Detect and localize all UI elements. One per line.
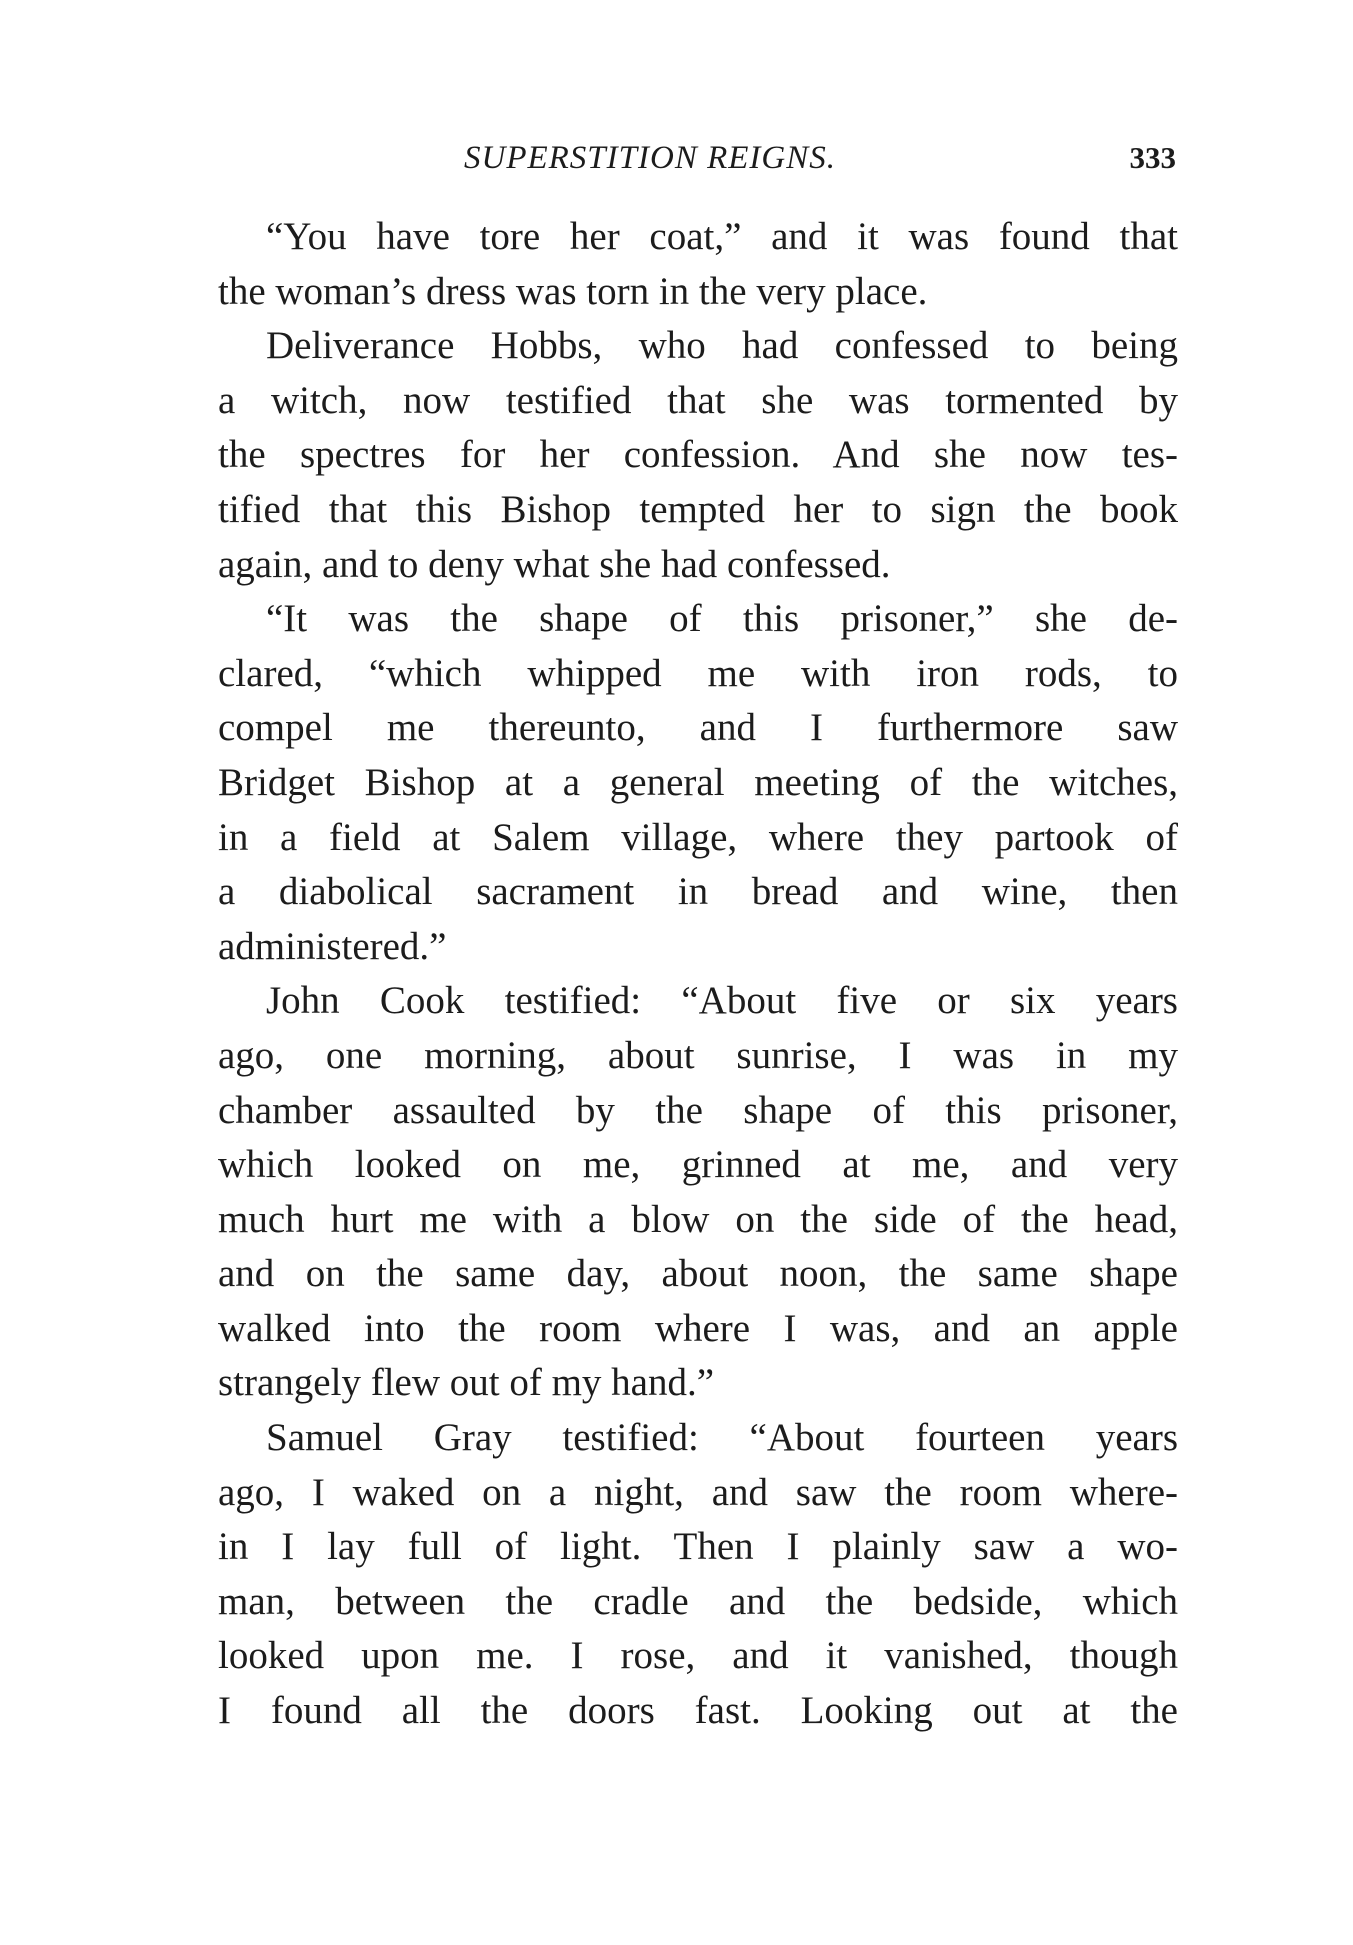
text-line: I found all the doors fast. Looking out at the [218, 1689, 1178, 1733]
text-line: “It was the shape of this prisoner,” she de- [266, 597, 1178, 641]
text-line: which looked on me, grinned at me, and very [218, 1143, 1178, 1187]
page-number: 333 [1129, 140, 1176, 175]
text-line: Samuel Gray testified: “About fourteen years [266, 1416, 1178, 1460]
text-line: Bridget Bishop at a general meeting of the witches, [218, 760, 1178, 804]
text-line: and on the same day, about noon, the same shape [218, 1252, 1178, 1296]
text-line: in I lay full of light. Then I plainly saw a wo- [218, 1525, 1178, 1569]
text-line: walked into the room where I was, and an apple [218, 1306, 1178, 1350]
text-line: looked upon me. I rose, and it vanished, though [218, 1634, 1178, 1678]
text-line: in a field at Salem village, where they partook of [218, 815, 1178, 859]
running-title: SUPERSTITION REIGNS. [464, 140, 836, 176]
text-line: the woman’s dress was torn in the very place. [218, 269, 928, 313]
text-line: the spectres for her confession. And she now tes- [218, 433, 1178, 477]
text-line: much hurt me with a blow on the side of the head, [218, 1197, 1178, 1241]
text-line: tified that this Bishop tempted her to sign the book [218, 487, 1178, 531]
body-text [218, 210, 1178, 1739]
text-line: administered.” [218, 924, 447, 968]
text-line: a witch, now testified that she was tormented by [218, 378, 1178, 422]
text-line: “You have tore her coat,” and it was found that [266, 215, 1178, 258]
text-line: ago, I waked on a night, and saw the room where- [218, 1470, 1178, 1514]
text-line: John Cook testified: “About five or six years [266, 979, 1178, 1023]
text-line: compel me thereunto, and I furthermore saw [218, 706, 1178, 750]
text-line: strangely flew out of my hand.” [218, 1361, 715, 1405]
running-head [216, 140, 1176, 184]
text-line: clared, “which whipped me with iron rods, to [218, 651, 1178, 695]
text-line: a diabolical sacrament in bread and wine, then [218, 870, 1178, 914]
text-line: chamber assaulted by the shape of this prisoner, [218, 1088, 1178, 1132]
text-line: man, between the cradle and the bedside, which [218, 1579, 1178, 1623]
text-line: again, and to deny what she had confessed. [218, 542, 891, 586]
text-line: Deliverance Hobbs, who had confessed to being [266, 324, 1178, 368]
text-line: ago, one morning, about sunrise, I was in my [218, 1033, 1178, 1077]
